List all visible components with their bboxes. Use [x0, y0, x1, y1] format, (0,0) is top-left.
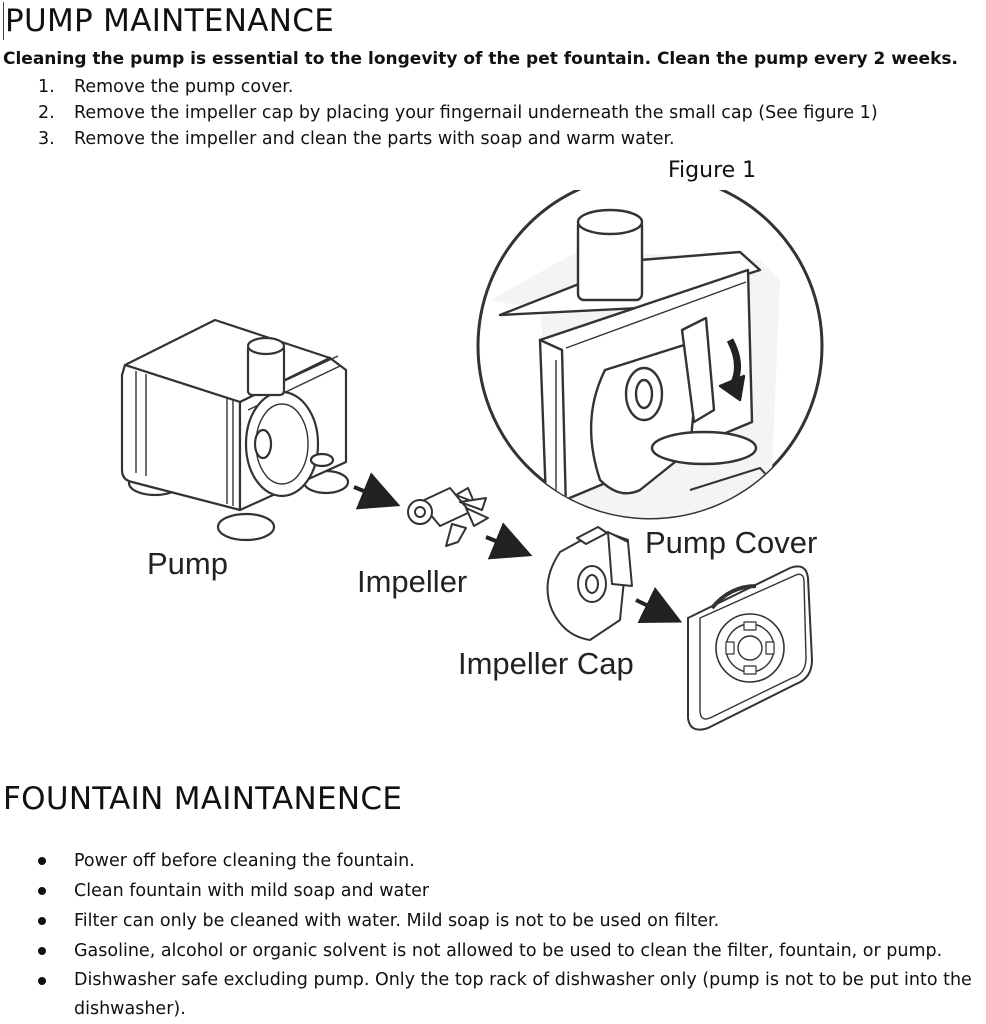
bullet-text: Gasoline, alcohol or organic solvent is not allowed to be used to clean the filter, fountain, or pump.: [74, 941, 943, 961]
pump-exploded-figure: [0, 190, 986, 750]
bullet-text: Filter can only be cleaned with water. Mild soap is not to be used on filter.: [74, 911, 720, 931]
step-text: Remove the impeller and clean the parts with soap and warm water.: [74, 129, 675, 149]
step-text: Remove the pump cover.: [74, 77, 294, 97]
step-number: 2.: [38, 103, 55, 123]
pump-intro-text: Cleaning the pump is essential to the longevity of the pet fountain. Clean the pump every 2 weeks.: [3, 49, 958, 69]
arrow-icon: [636, 600, 675, 619]
zoom-detail-circle: [478, 190, 822, 520]
impeller-label: Impeller: [357, 564, 468, 599]
impeller-cap-illustration: [548, 527, 633, 640]
bullet-icon: [38, 947, 46, 955]
list-item: [0, 936, 986, 966]
bullet-text: Power off before cleaning the fountain.: [74, 851, 415, 871]
bullet-text: Dishwasher safe excluding pump. Only the top rack of dishwasher only (pump is not to be put into the dishwasher).: [74, 970, 972, 1019]
pump-illustration: [122, 320, 348, 540]
impeller-cap-label: Impeller Cap: [458, 646, 634, 681]
list-item: [0, 876, 986, 906]
bullet-icon: [38, 917, 46, 925]
list-item: [0, 906, 986, 936]
step-number: 3.: [38, 129, 55, 149]
impeller-illustration: [408, 488, 488, 546]
figure-title: Figure 1: [668, 158, 757, 183]
bullet-icon: [38, 977, 46, 985]
step-number: 1.: [38, 77, 55, 97]
list-item: [0, 966, 986, 1024]
arrow-icon: [486, 537, 525, 553]
arrow-icon: [354, 487, 393, 503]
fountain-bullets-list: [0, 846, 986, 1024]
pump-maintenance-heading: PUMP MAINTENANCE: [5, 3, 335, 39]
pump-cover-illustration: [688, 566, 812, 729]
list-item: [0, 846, 986, 876]
bullet-icon: [38, 887, 46, 895]
pump-label: Pump: [147, 546, 228, 581]
step-text: Remove the impeller cap by placing your fingernail underneath the small cap (See figure 1): [74, 103, 878, 123]
fountain-maintenance-heading: FOUNTAIN MAINTANENCE: [3, 781, 403, 817]
pump-cover-label: Pump Cover: [645, 525, 818, 560]
bullet-icon: [38, 857, 46, 865]
bullet-text: Clean fountain with mild soap and water: [74, 881, 430, 901]
pump-diagram: [0, 190, 986, 750]
